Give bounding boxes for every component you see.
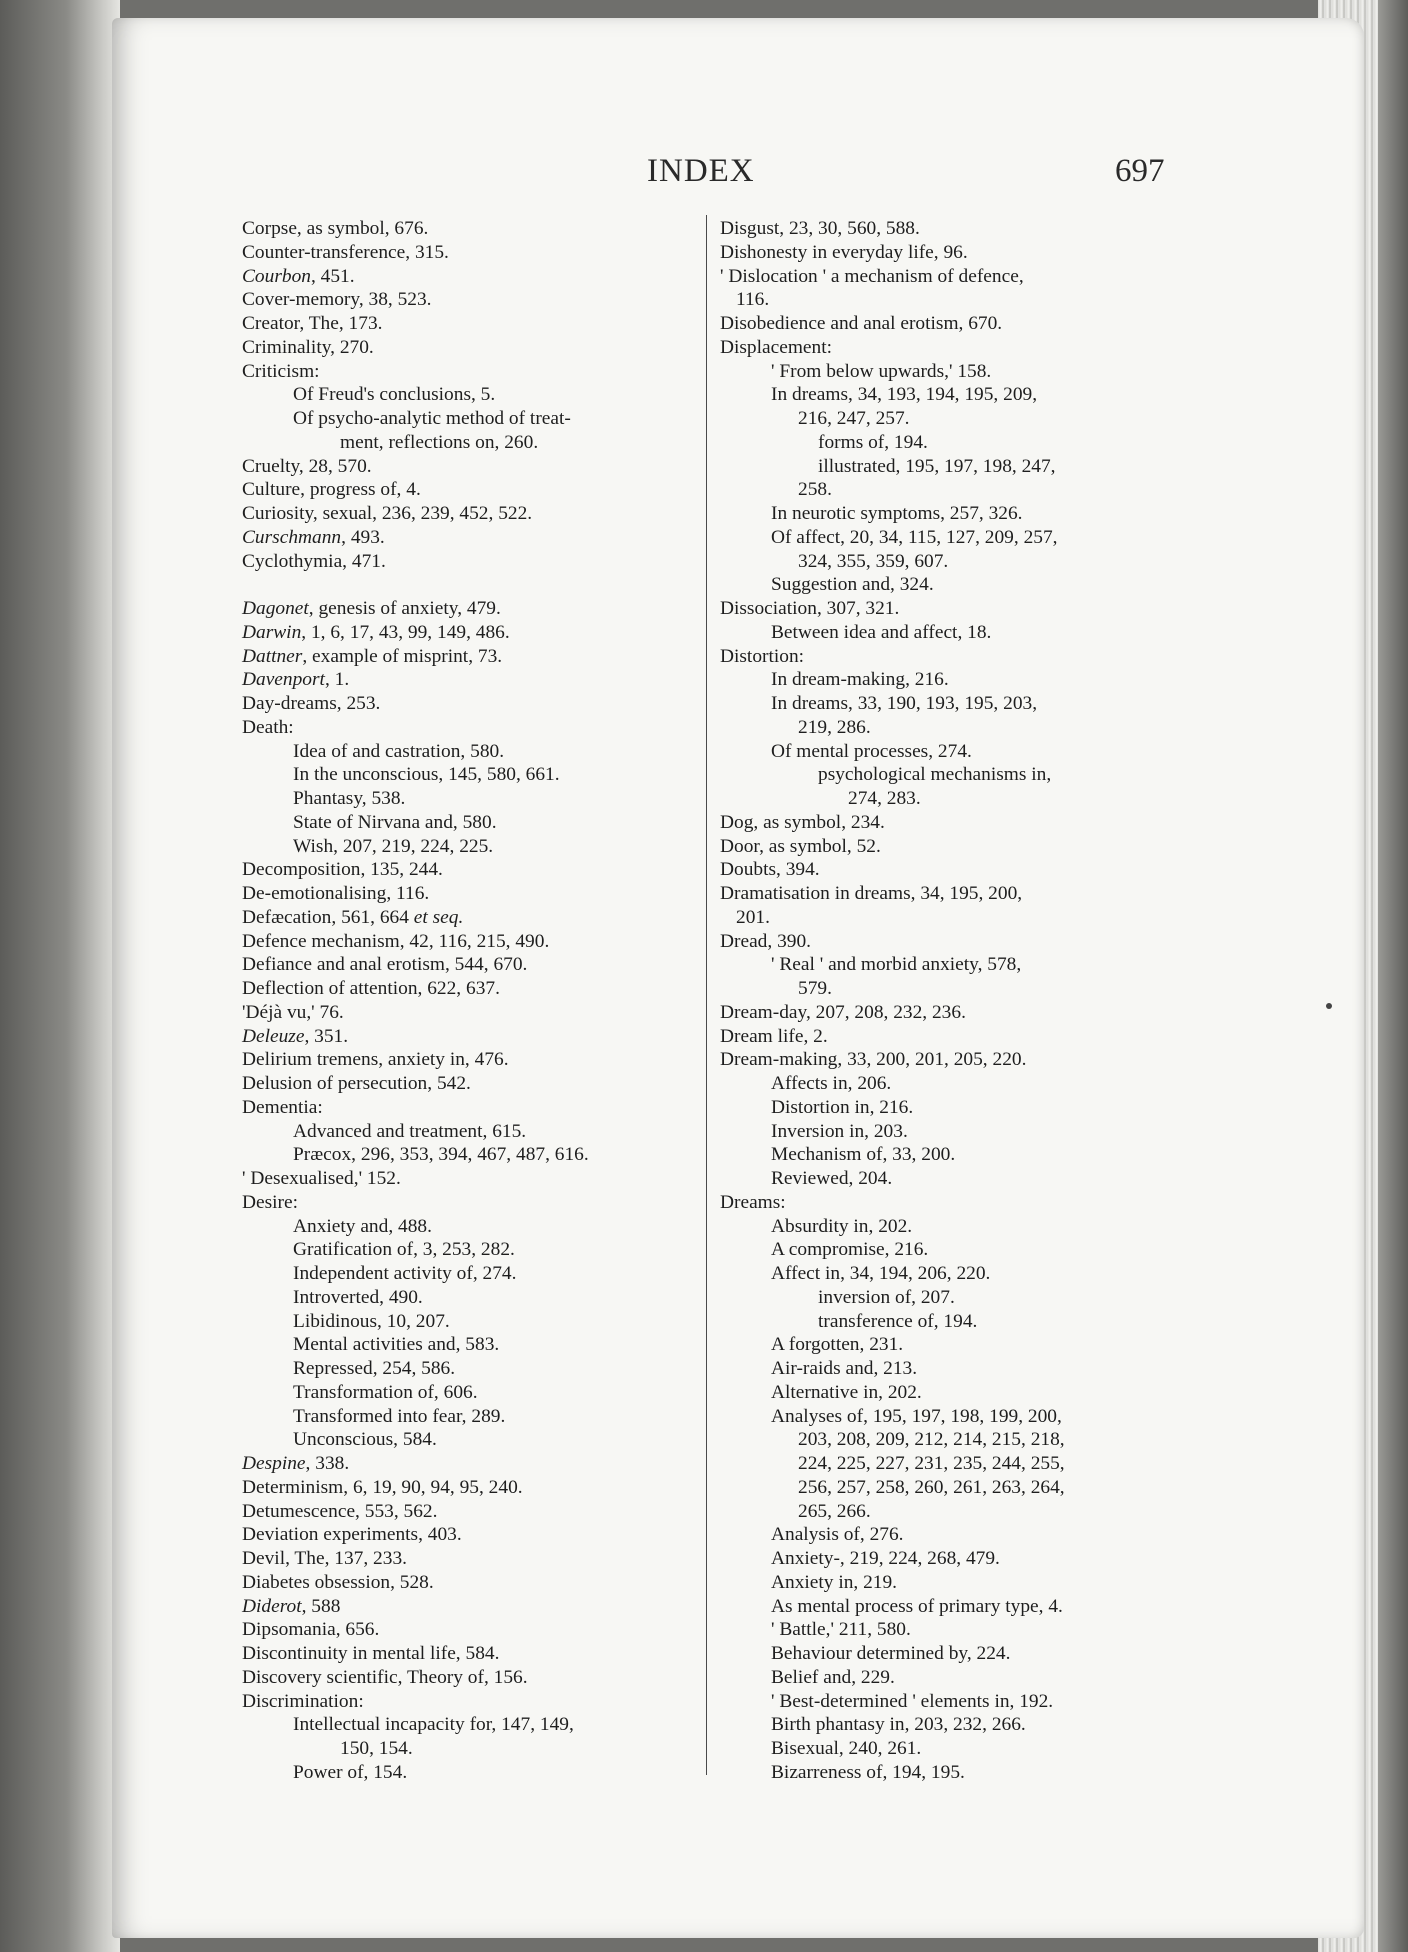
index-entry: Suggestion and, 324. — [771, 574, 934, 596]
index-entry: 216, 247, 257. — [798, 408, 910, 429]
index-entry: Dog, as symbol, 234. — [720, 811, 885, 833]
header-title: INDEX — [647, 153, 755, 189]
index-entry: ' Best-determined ' elements in, 192. — [771, 1690, 1054, 1712]
index-entry: Desire: — [242, 1191, 298, 1213]
index-entry: Mental activities and, 583. — [293, 1334, 500, 1356]
index-entry: Bizarreness of, 194, 195. — [771, 1761, 965, 1783]
index-entry: Dread, 390. — [720, 930, 811, 952]
index-entry: Criminality, 270. — [242, 336, 374, 358]
index-entry: Dream life, 2. — [720, 1025, 828, 1047]
book-page — [112, 18, 1364, 1938]
index-entry: Dishonesty in everyday life, 96. — [720, 241, 968, 263]
index-entry: Dreams: — [720, 1191, 786, 1213]
page-number: 697 — [1115, 153, 1165, 189]
index-entry: Dipsomania, 656. — [242, 1619, 380, 1641]
index-entry: Transformed into fear, 289. — [293, 1405, 506, 1427]
italic-name: Dattner — [242, 645, 303, 667]
index-entry: 265, 266. — [798, 1500, 871, 1522]
index-entry: Affect in, 34, 194, 206, 220. — [771, 1263, 991, 1284]
italic-name: Dagonet — [242, 598, 309, 619]
italic-name: et seq. — [413, 906, 464, 928]
index-entry: Birth phantasy in, 203, 232, 266. — [771, 1714, 1026, 1736]
index-entry: Death: — [242, 716, 294, 738]
index-entry: Darwin, 1, 6, 17, 43, 99, 149, 486. — [242, 621, 510, 643]
index-entry: Day-dreams, 253. — [242, 693, 381, 714]
index-entry: De-emotionalising, 116. — [242, 883, 430, 904]
index-entry: Disobedience and anal erotism, 670. — [720, 313, 1003, 334]
index-entry: Of psycho-analytic method of treat- — [293, 408, 571, 429]
index-entry: Bisexual, 240, 261. — [771, 1738, 922, 1759]
index-entry: Of mental processes, 274. — [771, 740, 972, 762]
index-entry: Davenport, 1. — [242, 669, 350, 691]
italic-name: Courbon — [242, 265, 311, 287]
index-entry: Belief and, 229. — [771, 1666, 895, 1688]
italic-name: Curschmann — [242, 526, 342, 548]
index-entry: Reviewed, 204. — [771, 1168, 893, 1189]
index-entry: Behaviour determined by, 224. — [771, 1643, 1011, 1664]
index-entry: 'Déjà vu,' 76. — [242, 1001, 344, 1023]
index-entry: 150, 154. — [340, 1738, 413, 1759]
index-entry: ' Battle,' 211, 580. — [771, 1619, 911, 1641]
index-entry: Dattner, example of misprint, 73. — [242, 645, 503, 667]
index-entry: Alternative in, 202. — [771, 1381, 922, 1403]
italic-name: Darwin — [242, 621, 302, 643]
index-entry: Culture, progress of, 4. — [242, 479, 421, 501]
index-entry: Discontinuity in mental life, 584. — [242, 1643, 500, 1664]
index-entry: Curiosity, sexual, 236, 239, 452, 522. — [242, 503, 533, 524]
index-entry: Wish, 207, 219, 224, 225. — [293, 835, 494, 857]
index-entry: 203, 208, 209, 212, 214, 215, 218, — [798, 1429, 1065, 1451]
index-entry: Cruelty, 28, 570. — [242, 455, 372, 477]
index-entry: Mechanism of, 33, 200. — [771, 1144, 956, 1166]
index-entry: Between idea and affect, 18. — [771, 621, 992, 643]
index-entry: Dagonet, genesis of anxiety, 479. — [242, 598, 501, 619]
index-entry: Dream-day, 207, 208, 232, 236. — [720, 1001, 966, 1023]
index-entry: 219, 286. — [798, 716, 871, 738]
index-entry: Door, as symbol, 52. — [720, 835, 881, 857]
index-entry: Defæcation, 561, 664 et seq. — [242, 906, 464, 928]
index-entry: 274, 283. — [848, 788, 921, 809]
index-entry: 201. — [736, 906, 770, 928]
index-entry: Air-raids and, 213. — [771, 1358, 918, 1379]
index-entry: Dream-making, 33, 200, 201, 205, 220. — [720, 1049, 1027, 1071]
index-entry: A compromise, 216. — [771, 1239, 929, 1261]
index-entry: Libidinous, 10, 207. — [293, 1310, 450, 1332]
index-entry: In dreams, 33, 190, 193, 195, 203, — [771, 693, 1038, 714]
index-entry: As mental process of primary type, 4. — [771, 1595, 1063, 1617]
index-entry: ' Real ' and morbid anxiety, 578, — [771, 954, 1022, 976]
index-entry: Displacement: — [720, 336, 832, 358]
index-entry: A forgotten, 231. — [771, 1334, 904, 1356]
index-entry: psychological mechanisms in, — [818, 764, 1052, 786]
index-entry: Deleuze, 351. — [242, 1025, 349, 1047]
column-divider — [706, 215, 707, 1775]
index-entry: Courbon, 451. — [242, 265, 355, 287]
index-entry: ' Desexualised,' 152. — [242, 1168, 401, 1189]
index-entry: State of Nirvana and, 580. — [293, 811, 497, 833]
index-entry: Analyses of, 195, 197, 198, 199, 200, — [771, 1405, 1062, 1427]
index-entry: Independent activity of, 274. — [293, 1263, 517, 1284]
index-entry: Disgust, 23, 30, 560, 588. — [720, 218, 920, 239]
index-entry: Curschmann, 493. — [242, 526, 385, 548]
index-entry: In dreams, 34, 193, 194, 195, 209, — [771, 384, 1038, 406]
index-entry: 258. — [798, 479, 832, 501]
index-entry: illustrated, 195, 197, 198, 247, — [818, 455, 1056, 477]
index-entry: 224, 225, 227, 231, 235, 244, 255, — [798, 1453, 1065, 1474]
index-entry: ' Dislocation ' a mechanism of defence, — [720, 265, 1024, 287]
italic-name: Diderot — [242, 1595, 302, 1617]
index-entry: Dementia: — [242, 1096, 323, 1118]
index-entry: Defiance and anal erotism, 544, 670. — [242, 954, 528, 976]
index-entry: Diabetes obsession, 528. — [242, 1571, 434, 1593]
index-entry: Intellectual incapacity for, 147, 149, — [293, 1714, 574, 1736]
index-entry: ment, reflections on, 260. — [340, 431, 539, 453]
index-entry: Anxiety in, 219. — [771, 1571, 898, 1593]
index-column-right — [720, 217, 1305, 1785]
index-entry: Cover-memory, 38, 523. — [242, 289, 432, 311]
index-entry: Defence mechanism, 42, 116, 215, 490. — [242, 930, 550, 952]
index-entry: Delusion of persecution, 542. — [242, 1073, 471, 1094]
index-entry: forms of, 194. — [818, 431, 928, 453]
index-entry: In neurotic symptoms, 257, 326. — [771, 503, 1023, 524]
index-entry: Power of, 154. — [293, 1761, 408, 1783]
index-entry: Of Freud's conclusions, 5. — [293, 384, 496, 406]
index-entry: 256, 257, 258, 260, 261, 263, 264, — [798, 1476, 1065, 1498]
index-entry: Distortion: — [720, 645, 805, 667]
index-entry: 116. — [736, 289, 770, 311]
index-entry: Criticism: — [242, 360, 320, 382]
index-entry: Counter-transference, 315. — [242, 241, 449, 263]
index-entry: Distortion in, 216. — [771, 1096, 914, 1118]
italic-name: Davenport — [242, 669, 325, 691]
index-entry: Delirium tremens, anxiety in, 476. — [242, 1049, 509, 1071]
index-entry: Affects in, 206. — [771, 1073, 892, 1094]
index-entry: Analysis of, 276. — [771, 1524, 904, 1546]
index-entry: Despine, 338. — [242, 1453, 350, 1474]
entry-spacer — [242, 573, 802, 597]
index-entry: 324, 355, 359, 607. — [798, 550, 949, 572]
index-entry: Repressed, 254, 586. — [293, 1358, 456, 1379]
index-entry: 579. — [798, 978, 832, 999]
index-entry: In dream-making, 216. — [771, 669, 949, 691]
index-entry: Dramatisation in dreams, 34, 195, 200, — [720, 883, 1023, 904]
index-entry: Decomposition, 135, 244. — [242, 859, 443, 881]
index-entry: Creator, The, 173. — [242, 313, 383, 334]
print-speck — [1326, 1003, 1332, 1009]
index-entry: Phantasy, 538. — [293, 788, 406, 809]
index-entry: Diderot, 588 — [242, 1595, 341, 1617]
index-entry: Doubts, 394. — [720, 859, 820, 881]
index-entry: Cyclothymia, 471. — [242, 550, 386, 572]
italic-name: Deleuze — [242, 1025, 305, 1047]
index-entry: In the unconscious, 145, 580, 661. — [293, 764, 560, 786]
index-entry: Transformation of, 606. — [293, 1381, 478, 1403]
index-entry: Advanced and treatment, 615. — [293, 1120, 527, 1142]
index-entry: Idea of and castration, 580. — [293, 740, 505, 762]
index-entry: Gratification of, 3, 253, 282. — [293, 1239, 515, 1261]
index-entry: Deflection of attention, 622, 637. — [242, 978, 500, 999]
index-entry: Anxiety and, 488. — [293, 1215, 432, 1237]
italic-name: Despine — [242, 1453, 306, 1474]
index-entry: Of affect, 20, 34, 115, 127, 209, 257, — [771, 526, 1058, 548]
index-entry: Deviation experiments, 403. — [242, 1524, 462, 1546]
index-entry: Dissociation, 307, 321. — [720, 598, 900, 619]
index-entry: ' From below upwards,' 158. — [771, 360, 992, 382]
index-entry: Præcox, 296, 353, 394, 467, 487, 616. — [293, 1144, 589, 1166]
book-binding — [0, 0, 120, 1952]
index-entry: Introverted, 490. — [293, 1286, 423, 1308]
index-entry: Inversion in, 203. — [771, 1120, 908, 1142]
index-entry: Discovery scientific, Theory of, 156. — [242, 1666, 528, 1688]
index-column-left — [242, 217, 802, 1785]
index-entry: inversion of, 207. — [818, 1286, 955, 1308]
index-entry: Absurdity in, 202. — [771, 1215, 913, 1237]
index-entry: Detumescence, 553, 562. — [242, 1500, 438, 1522]
index-entry: Determinism, 6, 19, 90, 94, 95, 240. — [242, 1476, 523, 1498]
index-entry: Discrimination: — [242, 1690, 364, 1712]
index-entry: Anxiety-, 219, 224, 268, 479. — [771, 1548, 1000, 1569]
index-entry: transference of, 194. — [818, 1310, 978, 1332]
index-entry: Unconscious, 584. — [293, 1429, 437, 1451]
index-entry: Corpse, as symbol, 676. — [242, 218, 429, 239]
index-entry: Devil, The, 137, 233. — [242, 1548, 407, 1569]
running-header — [112, 153, 1364, 203]
